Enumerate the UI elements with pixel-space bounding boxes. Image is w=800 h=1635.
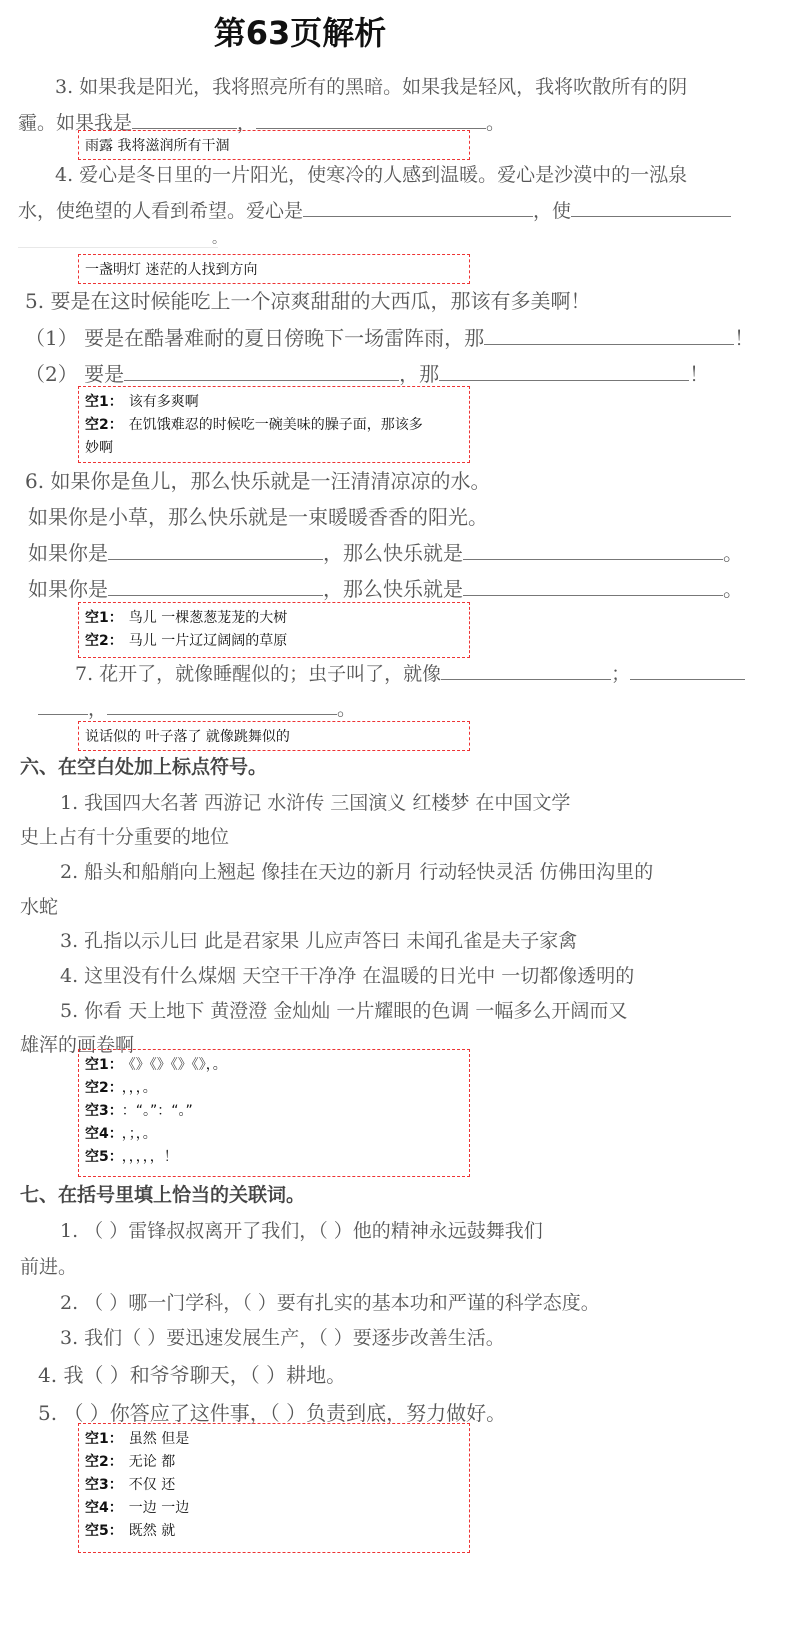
sec6-answer-2-text: ，，，。 [121, 1080, 157, 1096]
sec6-answer-3-text: ：“。”：“。” [121, 1103, 193, 1119]
q7-answer-box [78, 721, 470, 751]
sec7-answer-3-label: 空3： [85, 1477, 123, 1493]
sec7-answer-1-text: 虽然 但是 [128, 1431, 190, 1447]
q6-line4-mid: ，那么快乐就是 [323, 577, 463, 601]
sec6-answer-5-text: ，，，，，！ [121, 1149, 178, 1165]
q7-line2-comma: ， [88, 698, 108, 720]
q7-blank-1 [441, 678, 611, 680]
sec6-answer-2 [85, 1077, 463, 1100]
q5-answer-2-label: 空2： [85, 417, 123, 433]
q5-answer-1-text: 该有多爽啊 [128, 394, 199, 410]
sec7-answer-3 [85, 1474, 463, 1497]
q5-answer-2 [85, 414, 463, 437]
sec7-answer-5 [85, 1520, 463, 1543]
sec6-answer-3-label: 空3： [85, 1103, 116, 1119]
q3-answer-box [78, 130, 470, 160]
q5-sub1-text: （1） 要是在酷暑难耐的夏日傍晚下一场雷阵雨，那 [25, 326, 485, 350]
q5-sub2-mid: ，那 [399, 362, 440, 386]
q6-line4-blank-1 [108, 594, 323, 596]
q6-answer-2 [85, 630, 463, 653]
q6-answer-1 [85, 607, 463, 630]
sec6-answer-4-text: ，；，。 [121, 1126, 157, 1142]
q5-sub1-blank [484, 343, 734, 345]
q3-blank-1 [132, 127, 237, 129]
q7-blank-3 [38, 713, 88, 715]
sec6-s4: 4. 这里没有什么煤烟 天空干干净净 在温暖的日光中 一切都像透明的 [60, 965, 635, 987]
q5-answer-2-text: 在饥饿难忍的时候吃一碗美味的臊子面，那该多 [128, 417, 423, 433]
q6-line4-blank-2 [463, 594, 723, 596]
q7-blank-2 [630, 678, 745, 680]
q5-answer-1-label: 空1： [85, 394, 123, 410]
q6-line4 [28, 573, 743, 602]
q5-answer-1 [85, 391, 463, 414]
sec7-answer-box [78, 1423, 470, 1553]
sec7-answer-1 [85, 1428, 463, 1451]
sec7-answer-2-label: 空2： [85, 1454, 123, 1470]
q7-line2-end: 。 [337, 698, 357, 720]
sec7-answer-2 [85, 1451, 463, 1474]
q6-answer-2-text: 马儿 一片辽辽阔阔的草原 [128, 633, 288, 649]
sec6-s1-line2: 史上占有十分重要的地位 [20, 826, 230, 848]
q5-stem: 5. 要是在这时候能吃上一个凉爽甜甜的大西瓜，那该有多美啊！ [25, 289, 591, 313]
q4-blank-1 [303, 215, 533, 217]
q3-blank-2 [256, 127, 486, 129]
q3-line2-end: 。 [486, 112, 506, 134]
q4-line2-mid: ，使 [533, 200, 572, 222]
sec6-answer-3 [85, 1100, 463, 1123]
q4-line2-text: 水，使绝望的人看到希望。爱心是 [18, 200, 304, 222]
sec7-s1-line2: 前进。 [20, 1256, 78, 1278]
q4-line3-blank [18, 247, 218, 248]
sec7-s2: 2. （ ）哪一门学科，（ ）要有扎实的基本功和严谨的科学态度。 [60, 1292, 600, 1314]
q6-answer-1-label: 空1： [85, 610, 123, 626]
sec6-s5-line1: 5. 你看 天上地下 黄澄澄 金灿灿 一片耀眼的色调 一幅多么开阔而又 [60, 1000, 628, 1022]
q6-line1: 6. 如果你是鱼儿，那么快乐就是一汪清清凉凉的水。 [25, 469, 491, 493]
q4-line3: 。 [212, 231, 226, 247]
q4-answer: 一盏明灯 迷茫的人找到方向 [85, 262, 258, 278]
q7-line2 [38, 694, 356, 721]
q4-line2 [18, 196, 731, 223]
q6-line4-text: 如果你是 [28, 577, 108, 601]
q7-answer: 说话似的 叶子落了 就像跳舞似的 [85, 729, 290, 745]
q6-line3-blank-1 [108, 558, 323, 560]
sec7-answer-4 [85, 1497, 463, 1520]
sec7-s3: 3. 我们（ ）要迅速发展生产，（ ）要逐步改善生活。 [60, 1327, 505, 1349]
sec6-s2-line2: 水蛇 [20, 896, 59, 918]
q6-line3-blank-2 [463, 558, 723, 560]
page-title: 第63页解析 [213, 14, 387, 52]
q7-line1-sep: ； [611, 663, 631, 685]
sec6-answer-box [78, 1049, 470, 1177]
q5-sub1-end: ！ [734, 326, 755, 350]
sec7-s1-line1: 1. （ ）雷锋叔叔离开了我们，（ ）他的精神永远鼓舞我们 [60, 1220, 543, 1242]
sec6-s1-line1: 1. 我国四大名著 西游记 水浒传 三国演义 红楼梦 在中国文学 [60, 792, 571, 814]
q5-sub1 [25, 322, 754, 351]
q5-sub2-blank-1 [124, 379, 399, 381]
q7-line1 [75, 659, 745, 686]
sec6-s3: 3. 孔指以示儿曰 此是君家果 儿应声答曰 未闻孔雀是夫子家禽 [60, 930, 578, 952]
q6-answer-1-text: 鸟儿 一棵葱葱茏茏的大树 [128, 610, 288, 626]
q5-answer-2-cont: 妙啊 [85, 440, 113, 456]
sec7-answer-5-label: 空5： [85, 1523, 123, 1539]
q6-answer-2-label: 空2： [85, 633, 123, 649]
sec6-answer-1-text: 《》《》《》《》，。 [128, 1057, 227, 1073]
sec6-heading: 六、在空白处加上标点符号。 [20, 756, 268, 778]
sec7-answer-5-text: 既然 就 [128, 1523, 176, 1539]
q5-sub2-end: ！ [689, 362, 710, 386]
q5-sub2-blank-2 [439, 379, 689, 381]
q3-line2-comma: ， [237, 112, 257, 134]
q4-line1: 4. 爱心是冬日里的一片阳光，使寒冷的人感到温暖。爱心是沙漠中的一泓泉 [55, 164, 688, 186]
q6-answer-box [78, 602, 470, 658]
sec7-answer-4-text: 一边 一边 [128, 1500, 190, 1516]
q5-answer-box [78, 386, 470, 463]
sec7-answer-1-label: 空1： [85, 1431, 123, 1447]
q7-line1-text: 7. 花开了，就像睡醒似的；虫子叫了，就像 [75, 663, 442, 685]
q6-line2: 如果你是小草，那么快乐就是一束暖暖香香的阳光。 [28, 505, 488, 529]
q6-line3-text: 如果你是 [28, 541, 108, 565]
sec7-answer-2-text: 无论 都 [128, 1454, 176, 1470]
q6-line3-mid: ，那么快乐就是 [323, 541, 463, 565]
q5-sub2-text: （2） 要是 [25, 362, 125, 386]
q3-line1: 3. 如果我是阳光，我将照亮所有的黑暗。如果我是轻风，我将吹散所有的阴 [55, 76, 688, 98]
sec6-s2-line1: 2. 船头和船艄向上翘起 像挂在天边的新月 行动轻快灵活 仿佛田沟里的 [60, 861, 654, 883]
q4-answer-box [78, 254, 470, 284]
q6-line3-end: 。 [723, 541, 743, 565]
q7-blank-4 [107, 713, 337, 715]
sec7-answer-3-text: 不仅 还 [128, 1477, 176, 1493]
q4-blank-2 [571, 215, 731, 217]
q3-answer: 雨露 我将滋润所有干涸 [85, 138, 230, 154]
sec6-answer-1-label: 空1： [85, 1057, 123, 1073]
sec7-heading: 七、在括号里填上恰当的关联词。 [20, 1184, 306, 1206]
q6-line3 [28, 537, 743, 566]
sec6-answer-4-label: 空4： [85, 1126, 116, 1142]
sec6-answer-2-label: 空2： [85, 1080, 116, 1096]
sec6-answer-5 [85, 1146, 463, 1169]
sec7-s5: 5. （ ）你答应了这件事，（ ）负责到底，努力做好。 [38, 1401, 507, 1425]
sec7-answer-4-label: 空4： [85, 1500, 123, 1516]
sec6-answer-4 [85, 1123, 463, 1146]
sec7-s4: 4. 我（ ）和爷爷聊天，（ ）耕地。 [38, 1363, 347, 1387]
sec6-answer-1 [85, 1054, 463, 1077]
q3-line2-text: 霾。如果我是 [18, 112, 133, 134]
sec6-answer-5-label: 空5： [85, 1149, 116, 1165]
sec6-s5-line2: 雄浑的画卷啊 [20, 1034, 135, 1056]
q6-line4-end: 。 [723, 577, 743, 601]
q5-sub2 [25, 358, 709, 387]
